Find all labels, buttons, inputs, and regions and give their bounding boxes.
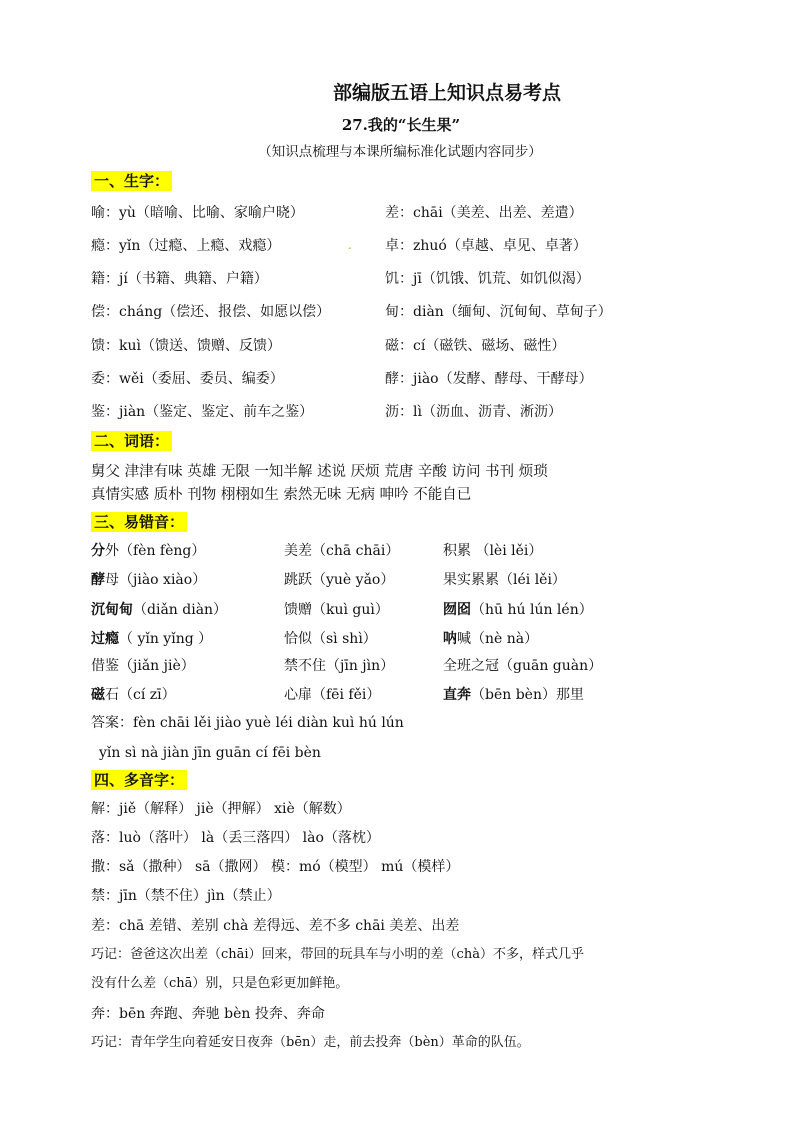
polyphone-line: 解：jiě（解释） jiè（押解） xiè（解数）: [91, 801, 351, 817]
error-pron-entry: [91, 570, 206, 590]
error-pron-key: 囫囵: [443, 602, 471, 618]
error-pron-entry: [284, 685, 380, 705]
error-pron-text: 石（cí zī）: [105, 687, 176, 703]
error-pron-text: 借鉴（jiǎn jiè）: [91, 658, 195, 674]
stray-dot: .: [348, 238, 352, 252]
lesson-title: 27.我的“长生果”: [341, 116, 461, 134]
char-entry: 鉴：jiàn（鉴定、鉴定、前车之鉴）: [91, 404, 314, 420]
polyphone-line: 禁：jīn（禁不住）jìn（禁止）: [91, 888, 281, 904]
error-pron-entry: [284, 570, 394, 590]
error-pron-entry: [91, 541, 205, 561]
error-pron-text: 果实累累（léi lěi）: [443, 572, 566, 588]
page-title: 部编版五语上知识点易考点: [332, 82, 561, 104]
word-list-line: 舅父 津津有味 英雄 无限 一知半解 述说 厌烦 荒唐 辛酸 访问 书刊 烦琐: [91, 464, 548, 480]
error-pron-key: 呐: [443, 631, 457, 647]
error-pron-entry: [443, 600, 593, 620]
error-pron-entry: [443, 629, 538, 649]
mnemonic-line: 没有什么差（chā）别，只是色彩更加鲜艳。: [91, 976, 349, 991]
char-entry: 偿：cháng（偿还、报偿、如愿以偿）: [91, 304, 331, 320]
char-entry: 差：chāi（美差、出差、差遣）: [385, 205, 583, 221]
char-entry: 委：wěi（委屈、委员、编委）: [91, 371, 284, 387]
answer-line: yǐn sì nà jiàn jīn guān cí fēi bèn: [99, 745, 321, 761]
error-pron-text: 积累 （lèi lěi）: [443, 543, 543, 559]
answer-line: 答案：fèn chāi lěi jiào yuè léi diàn kuì hú lún: [91, 715, 404, 731]
char-entry: 籍：jí（书籍、典籍、户籍）: [91, 271, 268, 287]
error-pron-text: 外（fèn fèng）: [105, 543, 206, 559]
error-pron-entry: [91, 600, 227, 620]
error-pron-entry: [284, 600, 389, 620]
error-pron-text: 恰似（sì shì）: [284, 631, 377, 647]
error-pron-key: 直奔: [443, 687, 471, 703]
error-pron-text: 馈赠（kuì guì）: [284, 602, 389, 618]
section-heading-chars: 一、生字：: [91, 171, 172, 191]
char-entry: 沥：lì（沥血、沥青、淅沥）: [385, 404, 562, 420]
error-pron-text: 母（jiào xiào）: [105, 572, 207, 588]
error-pron-key: 磁: [91, 687, 105, 703]
error-pron-key: 酵: [91, 572, 105, 588]
error-pron-entry: [443, 570, 566, 590]
error-pron-entry: [443, 541, 542, 561]
error-pron-text: 心扉（fēi fěi）: [284, 687, 381, 703]
error-pron-entry: [284, 656, 394, 676]
error-pron-text: （hū hú lún lén）: [471, 602, 593, 618]
polyphone-line: 落：luò（落叶） là（丢三落四） lào（落枕）: [91, 830, 380, 846]
error-pron-text: 喊（nè nà）: [457, 631, 539, 647]
char-entry: 瘾：yǐn（过瘾、上瘾、戏瘾）: [91, 238, 281, 254]
error-pron-key: 过瘾: [91, 631, 119, 647]
word-list-line: 真情实感 质朴 刊物 栩栩如生 索然无味 无病 呻吟 不能自已: [91, 487, 472, 503]
mnemonic-line: 巧记：青年学生向着延安日夜奔（bēn）走，前去投奔（bèn）革命的队伍。: [91, 1035, 530, 1050]
section-heading-errors: 三、易错音：: [91, 512, 187, 532]
polyphone-line: 差：chā 差错、差别 chà 差得远、差不多 chāi 美差、出差: [91, 918, 460, 934]
error-pron-entry: [91, 685, 176, 705]
char-entry: 喻：yù（暗喻、比喻、家喻户晓）: [91, 205, 304, 221]
error-pron-text: 全班之冠（guān guàn）: [443, 658, 603, 674]
error-pron-entry: [91, 656, 195, 676]
char-entry: 馈：kuì（馈送、馈赠、反馈）: [91, 338, 281, 354]
char-entry: 酵：jiào（发酵、酵母、干酵母）: [385, 371, 593, 387]
section-heading-polyphones: 四、多音字：: [91, 770, 187, 790]
char-entry: 磁：cí（磁铁、磁场、磁性）: [385, 338, 566, 354]
polyphone-line: 奔：bēn 奔跑、奔驰 bèn 投奔、奔命: [91, 1006, 325, 1022]
error-pron-text: （ yǐn yǐng ）: [119, 631, 213, 647]
mnemonic-line: 巧记：爸爸这次出差（chāi）回来，带回的玩具车与小明的差（chà）不多，样式几乎: [91, 947, 584, 962]
char-entry: 卓：zhuó（卓越、卓见、卓著）: [385, 238, 587, 254]
char-entry: 饥：jī（饥饿、饥荒、如饥似渴）: [385, 271, 590, 287]
error-pron-entry: [284, 541, 399, 561]
error-pron-text: 跳跃（yuè yǎo）: [284, 572, 395, 588]
error-pron-text: 美差（chā chāi）: [284, 543, 400, 559]
subtitle-note: （知识点梳理与本课所编标准化试题内容同步）: [258, 144, 542, 160]
error-pron-text: （diǎn diàn）: [133, 602, 228, 618]
error-pron-entry: [443, 656, 602, 676]
error-pron-entry: [443, 685, 584, 705]
char-entry: 甸：diàn（缅甸、沉甸甸、草甸子）: [385, 304, 612, 320]
error-pron-text: 禁不住（jīn jìn）: [284, 658, 395, 674]
error-pron-key: 沉甸甸: [91, 602, 133, 618]
error-pron-text: （bēn bèn）那里: [471, 687, 584, 703]
error-pron-entry: [91, 629, 212, 649]
polyphone-line: 撒：sǎ（撒种） sā（撒网） 模：mó（模型） mú（模样）: [91, 859, 460, 875]
error-pron-entry: [284, 629, 377, 649]
error-pron-key: 分: [91, 543, 105, 559]
section-heading-words: 二、词语：: [91, 431, 172, 451]
